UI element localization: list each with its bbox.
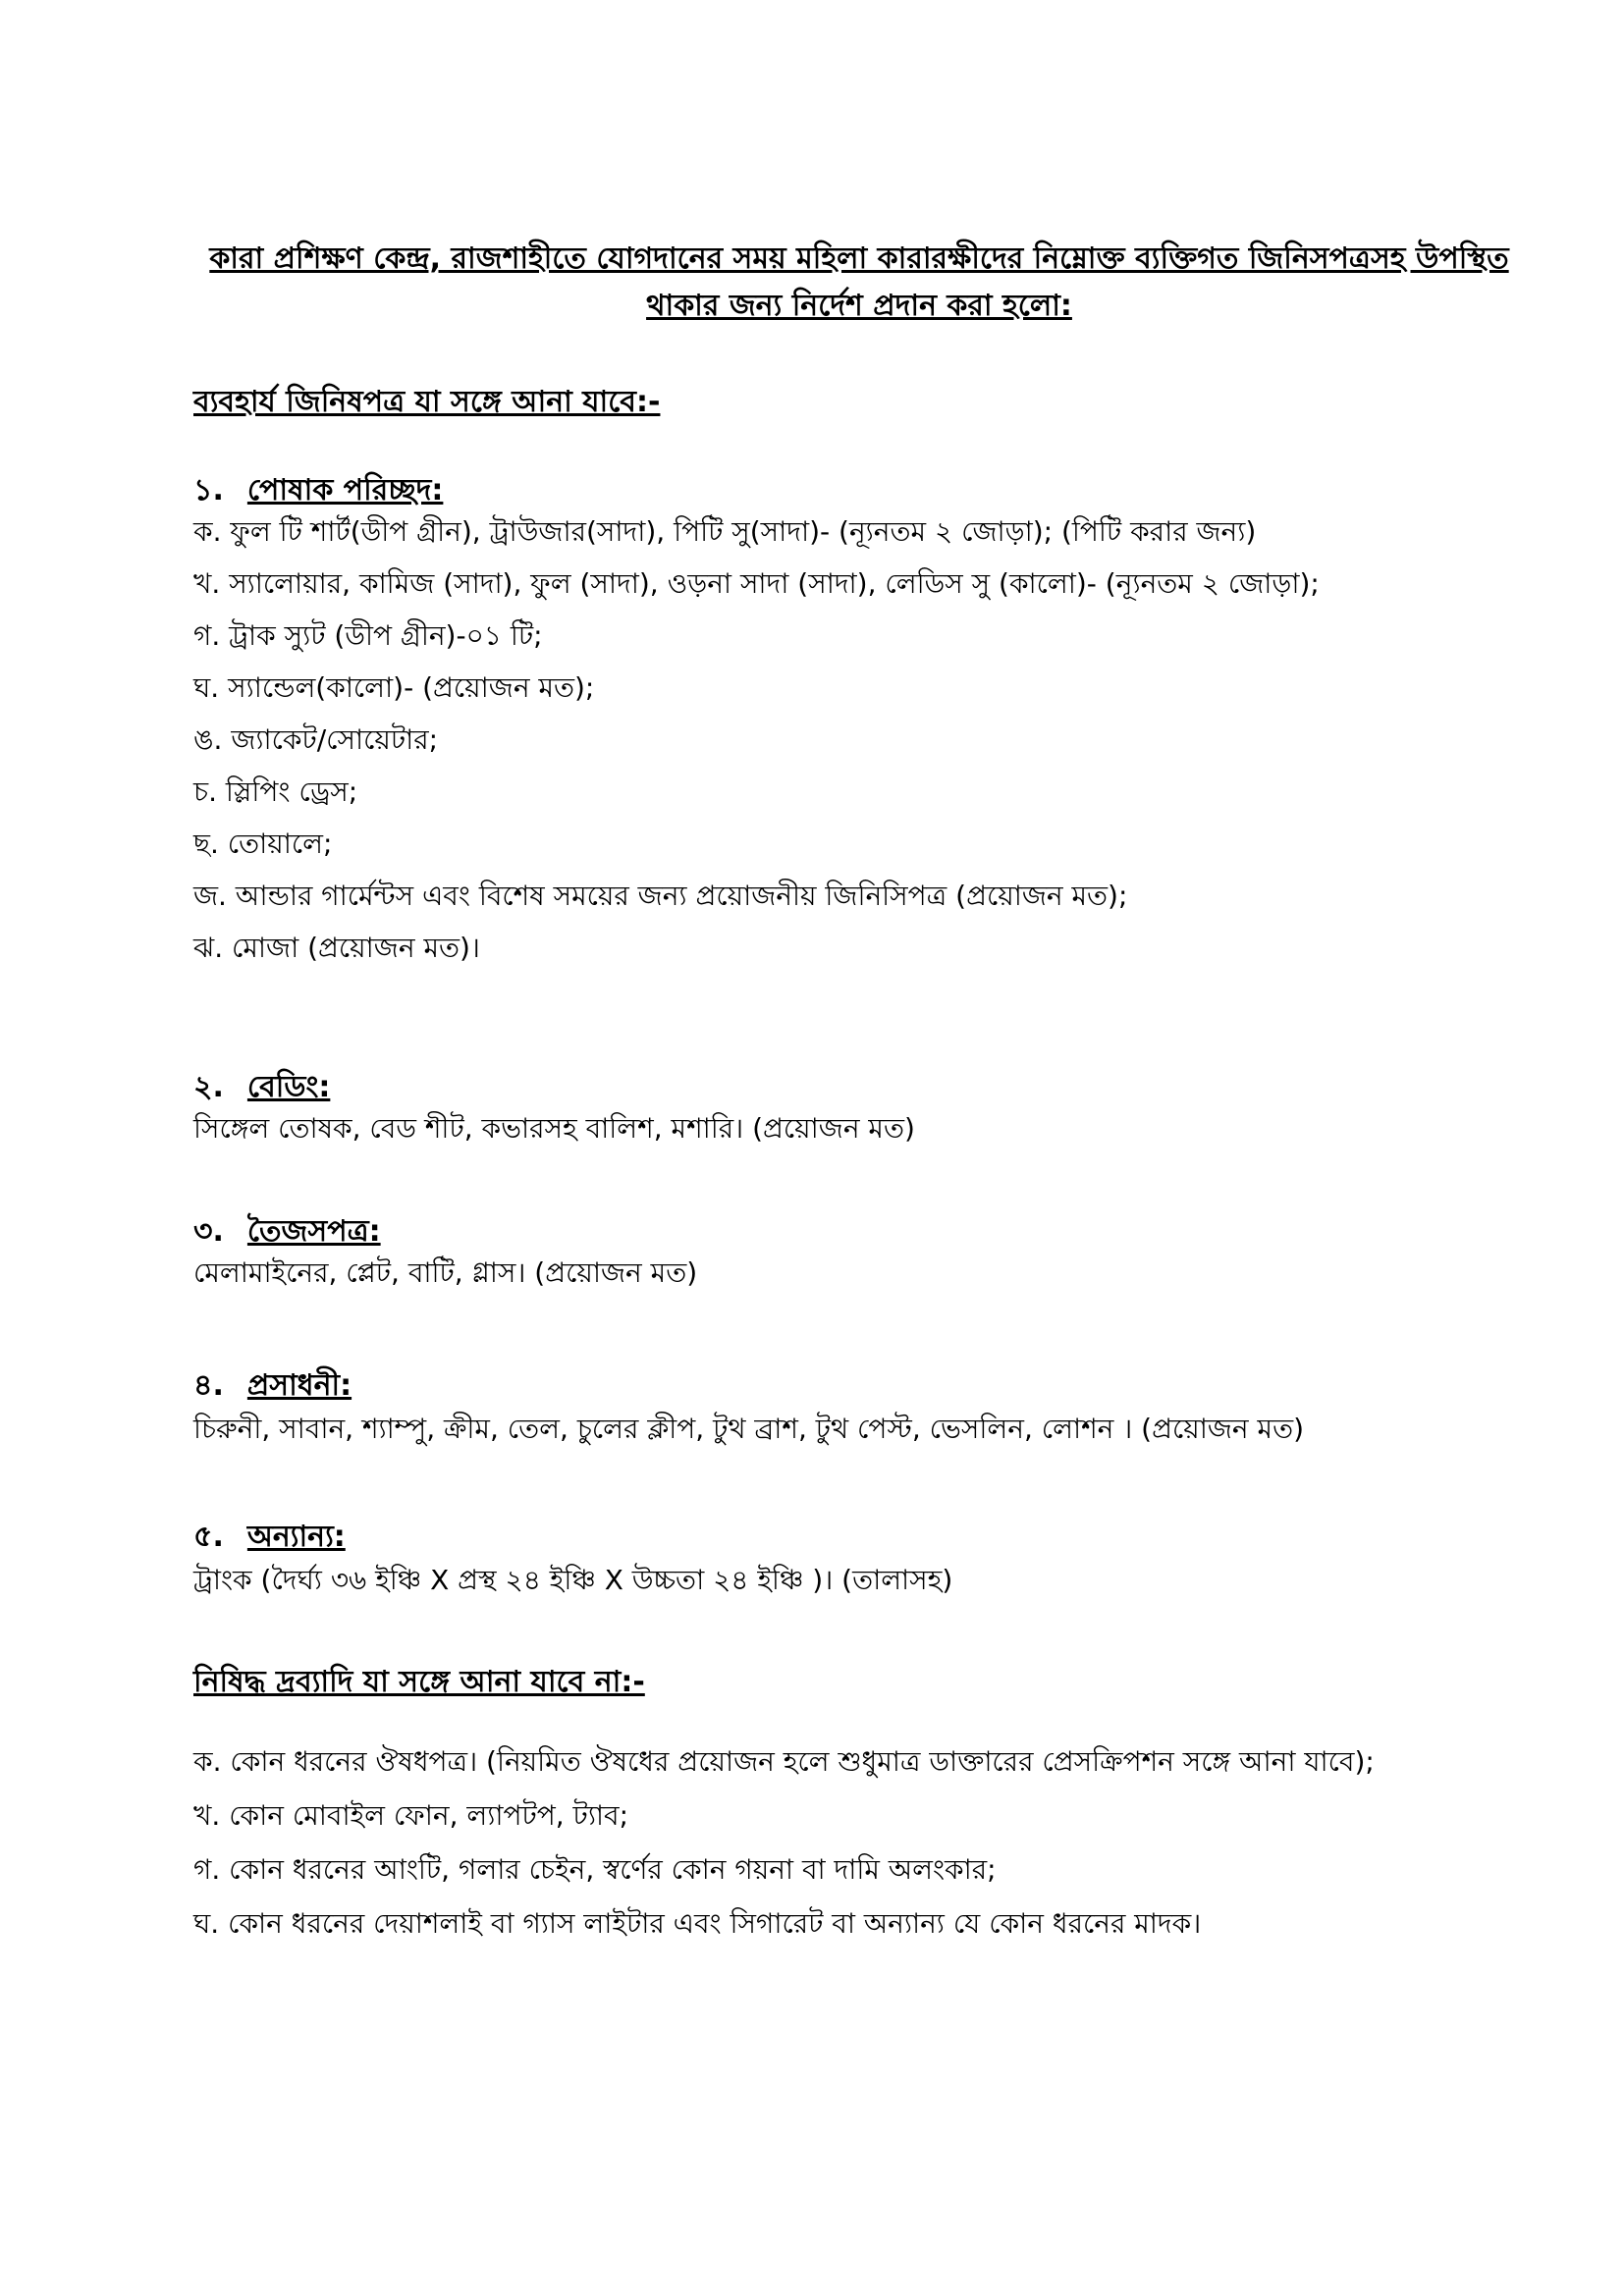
list-item: মেলামাইনের, প্লেট, বাটি, গ্লাস। (প্রয়োজন মত) bbox=[193, 1256, 698, 1289]
section-label: অন্যান্য: bbox=[246, 1520, 346, 1554]
list-item: ক. কোন ধরনের ঔষধপত্র। (নিয়মিত ঔষধের প্রয়োজন হলে শুধুমাত্র ডাক্তারের প্রেসক্রিপশন সঙ্গে আনা যাবে); bbox=[193, 1745, 1375, 1778]
list-item: ঘ. স্যান্ডেল(কালো)- (প্রয়োজন মত); bbox=[193, 671, 595, 704]
usable-items-heading: ব্যবহার্য জিনিষপত্র যা সঙ্গে আনা যাবে:- bbox=[193, 385, 661, 419]
section-label: প্রসাধনী: bbox=[246, 1368, 352, 1403]
list-item: জ. আন্ডার গার্মেন্টস এবং বিশেষ সময়ের জন্য প্রয়োজনীয় জিনিসিপত্র (প্রয়োজন মত); bbox=[193, 880, 1128, 912]
section-2-heading bbox=[193, 1068, 330, 1107]
section-number: ৪. bbox=[193, 1368, 224, 1403]
list-item: চ. স্লিপিং ড্রেস; bbox=[193, 775, 358, 808]
section-number: ২. bbox=[193, 1070, 224, 1104]
list-item: চিরুনী, সাবান, শ্যাম্পু, ক্রীম, তেল, চুলের ক্লীপ, টুথ ব্রাশ, টুথ পেস্ট, ভেসলিন, লোশন । (প্রয়োজন মত) bbox=[193, 1413, 1305, 1445]
list-item: গ. ট্রাক স্যুট (ডীপ গ্রীন)-০১ টি; bbox=[193, 619, 543, 652]
section-number: ৩. bbox=[193, 1214, 224, 1249]
list-item: ক. ফুল টি শার্ট(ডীপ গ্রীন), ট্রাউজার(সাদা), পিটি সু(সাদা)- (ন্যূনতম ২ জোড়া); (পিটি করার জন্য) bbox=[193, 515, 1257, 548]
list-item: সিঙ্গেল তোষক, বেড শীট, কভারসহ বালিশ, মশারি। (প্রয়োজন মত) bbox=[193, 1112, 915, 1145]
document-title bbox=[196, 236, 1522, 330]
section-1-heading bbox=[193, 471, 443, 510]
list-item: খ. কোন মোবাইল ফোন, ল্যাপটপ, ট্যাব; bbox=[193, 1799, 629, 1832]
list-item: ঘ. কোন ধরনের দেয়াশলাই বা গ্যাস লাইটার এবং সিগারেট বা অন্যান্য যে কোন ধরনের মাদক। bbox=[193, 1907, 1202, 1940]
section-number: ৫. bbox=[193, 1520, 224, 1554]
list-item: ঙ. জ্যাকেট/সোয়েটার; bbox=[193, 723, 439, 756]
list-item: ছ. তোয়ালে; bbox=[193, 828, 333, 860]
list-item: ট্রাংক (দৈর্ঘ্য ৩৬ ইঞ্চি X প্রস্থ ২৪ ইঞ্চি X উচ্চতা ২৪ ইঞ্চি )। (তালাসহ) bbox=[193, 1564, 953, 1596]
list-item: গ. কোন ধরনের আংটি, গলার চেইন, স্বর্ণের কোন গয়না বা দামি অলংকার; bbox=[193, 1853, 997, 1886]
title-line-1: কারা প্রশিক্ষণ কেন্দ্র, রাজশাহীতে যোগদানের সময় মহিলা কারারক্ষীদের নিম্নোক্ত ব্যক্তিগত জিনিসপত্রসহ উপস্থিত bbox=[209, 241, 1509, 276]
list-item: খ. স্যালোয়ার, কামিজ (সাদা), ফুল (সাদা), ওড়না সাদা (সাদা), লেডিস সু (কালো)- (ন্যূনতম ২ জোড়া); bbox=[193, 567, 1320, 600]
section-4-heading bbox=[193, 1366, 352, 1406]
section-3-heading bbox=[193, 1212, 381, 1252]
prohibited-items-heading: নিষিদ্ধ দ্রব্যাদি যা সঙ্গে আনা যাবে না:- bbox=[193, 1665, 645, 1699]
title-line-2: থাকার জন্য নির্দেশ প্রদান করা হলো: bbox=[646, 289, 1072, 323]
section-label: তৈজসপত্র: bbox=[246, 1214, 381, 1249]
section-5-heading bbox=[193, 1518, 346, 1557]
section-label: পোষাক পরিচ্ছদ: bbox=[246, 473, 444, 507]
list-item: ঝ. মোজা (প্রয়োজন মত)। bbox=[193, 932, 480, 964]
section-label: বেডিং: bbox=[246, 1070, 331, 1104]
section-number: ১. bbox=[193, 473, 224, 507]
